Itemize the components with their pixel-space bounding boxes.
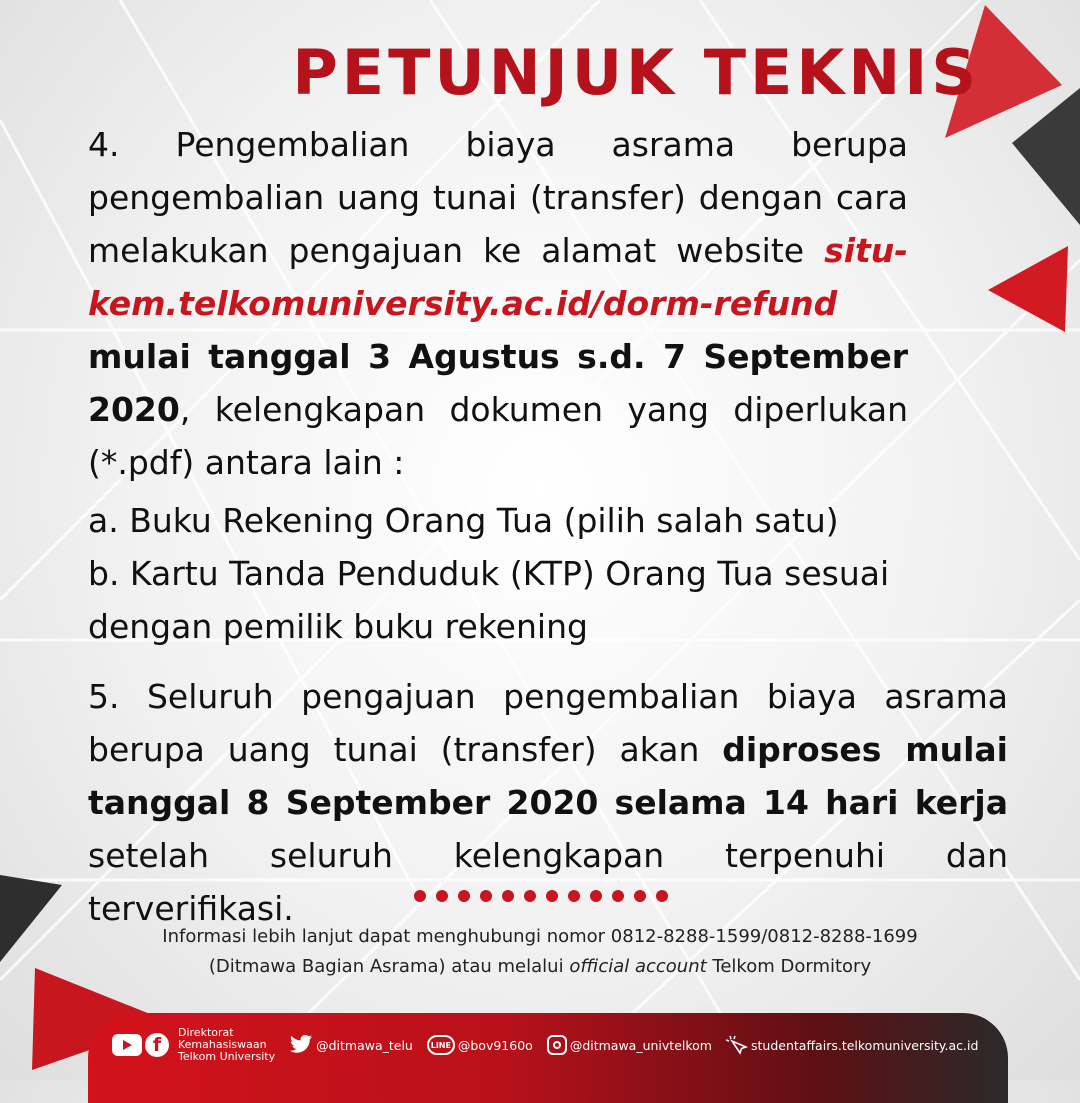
website-link[interactable]	[726, 1035, 978, 1055]
instagram-icon	[547, 1035, 567, 1055]
line-icon: LINE	[427, 1035, 455, 1055]
contact-line-2-pre: (Ditmawa Bagian Asrama) atau melalui	[208, 956, 564, 977]
contact-line-2-post: Telkom Dormitory	[712, 956, 872, 977]
contact-line-2-italic: official account	[569, 956, 707, 977]
line-account[interactable]	[427, 1035, 533, 1055]
contact-info	[60, 922, 1020, 982]
list-item: a. Buku Rekening Orang Tua (pilih salah satu)	[88, 501, 839, 540]
website-label: studentaffairs.telkomuniversity.ac.id	[751, 1037, 979, 1053]
youtube-icon[interactable]	[112, 1034, 142, 1056]
cursor-click-icon	[726, 1035, 748, 1055]
line-label: @bov9160o	[457, 1037, 533, 1053]
org-name: Direktorat Kemahasiswaan Telkom University	[178, 1026, 276, 1063]
instagram-handle[interactable]	[547, 1035, 712, 1055]
point-4-paragraph	[88, 118, 908, 489]
red-triangle-right	[988, 246, 1068, 332]
refund-website-link[interactable]: situ-kem.telkomuniversity.ac.id/dorm-refund	[88, 231, 908, 323]
list-item: b. Kartu Tanda Penduduk (KTP) Orang Tua sesuai dengan pemilik buku rekening	[88, 554, 890, 646]
footer-bar	[88, 1013, 1008, 1103]
point-4-rest: , kelengkapan dokumen yang diperlukan (*.pdf) antara lain :	[88, 390, 908, 482]
contact-line-1: Informasi lebih lanjut dapat menghubungi nomor 0812-8288-1599/0812-8288-1699	[162, 926, 918, 947]
instagram-label: @ditmawa_univtelkom	[569, 1037, 712, 1053]
point-5-rest: setelah seluruh kelengkapan terpenuhi dan terverifikasi.	[88, 836, 1008, 928]
point-4-intro: 4. Pengembalian biaya asrama berupa pengembalian uang tunai (transfer) dengan cara melakukan pengajuan ke alamat website	[88, 125, 908, 270]
twitter-icon	[289, 1035, 313, 1055]
gray-triangle-right	[1012, 88, 1080, 225]
point-4-date: mulai tanggal 3 Agustus s.d. 7 September 2020	[88, 337, 908, 429]
contact-line-2	[60, 952, 1020, 982]
facebook-icon[interactable]: f	[145, 1033, 169, 1057]
twitter-label: @ditmawa_telu	[316, 1037, 413, 1053]
page-title: PETUNJUK TEKNIS	[292, 36, 980, 109]
point-5-bold: diproses mulai tanggal 8 September 2020 selama 14 hari kerja	[88, 730, 1008, 822]
twitter-handle[interactable]	[289, 1035, 413, 1055]
point-5-intro: 5. Seluruh pengajuan pengembalian biaya asrama berupa uang tunai (transfer) akan	[88, 677, 1008, 769]
org-block	[112, 1027, 275, 1063]
dot-divider	[414, 890, 668, 902]
document-list	[88, 494, 918, 653]
